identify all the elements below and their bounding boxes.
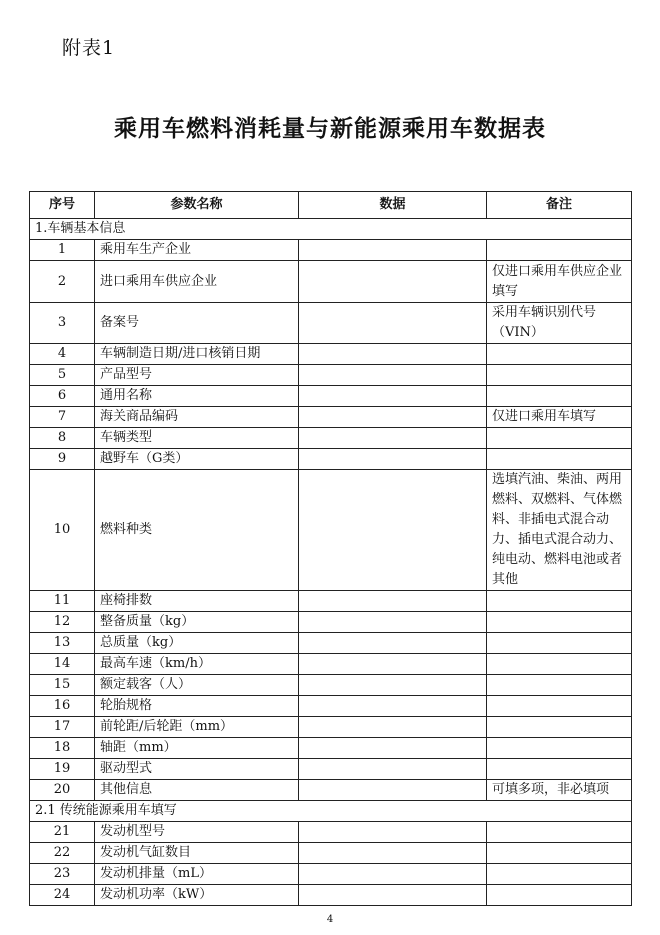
note-cell	[487, 344, 632, 365]
note-cell	[487, 654, 632, 675]
table-row	[30, 365, 632, 386]
note-cell	[487, 717, 632, 738]
param-name: 车辆类型	[95, 428, 299, 449]
data-table	[29, 191, 632, 906]
row-number: 9	[30, 449, 95, 470]
table-row	[30, 407, 632, 428]
note-cell	[487, 633, 632, 654]
table-row	[30, 449, 632, 470]
data-cell	[299, 470, 487, 591]
table-row	[30, 633, 632, 654]
param-name: 车辆制造日期/进口核销日期	[95, 344, 299, 365]
row-number: 1	[30, 240, 95, 261]
data-cell	[299, 864, 487, 885]
note-cell	[487, 822, 632, 843]
table-row	[30, 240, 632, 261]
section-label: 2.1 传统能源乘用车填写	[30, 801, 632, 822]
note-cell	[487, 675, 632, 696]
note-cell	[487, 428, 632, 449]
note-cell	[487, 759, 632, 780]
table-row	[30, 780, 632, 801]
row-number: 6	[30, 386, 95, 407]
row-number: 7	[30, 407, 95, 428]
data-cell	[299, 885, 487, 906]
section-row	[30, 219, 632, 240]
row-number: 18	[30, 738, 95, 759]
data-cell	[299, 654, 487, 675]
data-cell	[299, 240, 487, 261]
note-cell	[487, 240, 632, 261]
param-name: 轮胎规格	[95, 696, 299, 717]
header-param: 参数名称	[95, 192, 299, 219]
note-cell: 采用车辆识别代号（VIN）	[487, 303, 632, 344]
data-cell	[299, 365, 487, 386]
row-number: 13	[30, 633, 95, 654]
page-number: 4	[326, 914, 334, 925]
param-name: 燃料种类	[95, 470, 299, 591]
table-body	[30, 219, 632, 906]
data-cell	[299, 261, 487, 303]
param-name: 总质量（kg）	[95, 633, 299, 654]
note-cell	[487, 696, 632, 717]
param-name: 发动机型号	[95, 822, 299, 843]
row-number: 4	[30, 344, 95, 365]
data-cell	[299, 303, 487, 344]
data-cell	[299, 780, 487, 801]
param-name: 海关商品编码	[95, 407, 299, 428]
table-row	[30, 717, 632, 738]
table-row	[30, 738, 632, 759]
row-number: 15	[30, 675, 95, 696]
param-name: 整备质量（kg）	[95, 612, 299, 633]
note-cell	[487, 738, 632, 759]
row-number: 22	[30, 843, 95, 864]
table-row	[30, 675, 632, 696]
table-row	[30, 344, 632, 365]
note-cell	[487, 885, 632, 906]
table-row	[30, 822, 632, 843]
row-number: 8	[30, 428, 95, 449]
row-number: 20	[30, 780, 95, 801]
section-row	[30, 801, 632, 822]
data-cell	[299, 843, 487, 864]
table-row	[30, 759, 632, 780]
row-number: 17	[30, 717, 95, 738]
note-cell	[487, 591, 632, 612]
table-row	[30, 261, 632, 303]
row-number: 24	[30, 885, 95, 906]
table-row	[30, 303, 632, 344]
annex-label: 附表1	[62, 37, 116, 59]
data-cell	[299, 738, 487, 759]
row-number: 21	[30, 822, 95, 843]
table-row	[30, 386, 632, 407]
table-row	[30, 864, 632, 885]
param-name: 座椅排数	[95, 591, 299, 612]
table-row	[30, 654, 632, 675]
row-number: 11	[30, 591, 95, 612]
table-row	[30, 696, 632, 717]
row-number: 16	[30, 696, 95, 717]
note-cell	[487, 612, 632, 633]
param-name: 轴距（mm）	[95, 738, 299, 759]
param-name: 备案号	[95, 303, 299, 344]
data-cell	[299, 696, 487, 717]
note-cell	[487, 365, 632, 386]
header-note: 备注	[487, 192, 632, 219]
row-number: 5	[30, 365, 95, 386]
param-name: 发动机排量（mL）	[95, 864, 299, 885]
data-cell	[299, 344, 487, 365]
table-row	[30, 470, 632, 591]
header-no: 序号	[30, 192, 95, 219]
note-cell: 仅进口乘用车供应企业填写	[487, 261, 632, 303]
param-name: 产品型号	[95, 365, 299, 386]
data-cell	[299, 822, 487, 843]
data-cell	[299, 591, 487, 612]
data-cell	[299, 612, 487, 633]
page-title: 乘用车燃料消耗量与新能源乘用车数据表	[114, 116, 546, 142]
param-name: 通用名称	[95, 386, 299, 407]
data-cell	[299, 759, 487, 780]
data-cell	[299, 717, 487, 738]
param-name: 进口乘用车供应企业	[95, 261, 299, 303]
row-number: 10	[30, 470, 95, 591]
data-cell	[299, 675, 487, 696]
note-cell: 选填汽油、柴油、两用燃料、双燃料、气体燃料、非插电式混合动力、插电式混合动力、纯电动、燃料电池或者其他	[487, 470, 632, 591]
row-number: 3	[30, 303, 95, 344]
section-label: 1.车辆基本信息	[30, 219, 632, 240]
param-name: 额定载客（人）	[95, 675, 299, 696]
table-row	[30, 885, 632, 906]
row-number: 12	[30, 612, 95, 633]
data-cell	[299, 633, 487, 654]
param-name: 发动机气缸数目	[95, 843, 299, 864]
data-cell	[299, 428, 487, 449]
param-name: 驱动型式	[95, 759, 299, 780]
header-data: 数据	[299, 192, 487, 219]
row-number: 23	[30, 864, 95, 885]
data-cell	[299, 407, 487, 428]
row-number: 19	[30, 759, 95, 780]
data-cell	[299, 449, 487, 470]
note-cell	[487, 449, 632, 470]
row-number: 14	[30, 654, 95, 675]
param-name: 最高车速（km/h）	[95, 654, 299, 675]
table-row	[30, 428, 632, 449]
note-cell: 仅进口乘用车填写	[487, 407, 632, 428]
param-name: 前轮距/后轮距（mm）	[95, 717, 299, 738]
data-cell	[299, 386, 487, 407]
table-row	[30, 843, 632, 864]
table-header-row	[30, 192, 632, 219]
note-cell	[487, 843, 632, 864]
param-name: 越野车（G类）	[95, 449, 299, 470]
table-row	[30, 612, 632, 633]
note-cell	[487, 864, 632, 885]
row-number: 2	[30, 261, 95, 303]
table-row	[30, 591, 632, 612]
note-cell: 可填多项，非必填项	[487, 780, 632, 801]
note-cell	[487, 386, 632, 407]
param-name: 发动机功率（kW）	[95, 885, 299, 906]
param-name: 乘用车生产企业	[95, 240, 299, 261]
param-name: 其他信息	[95, 780, 299, 801]
